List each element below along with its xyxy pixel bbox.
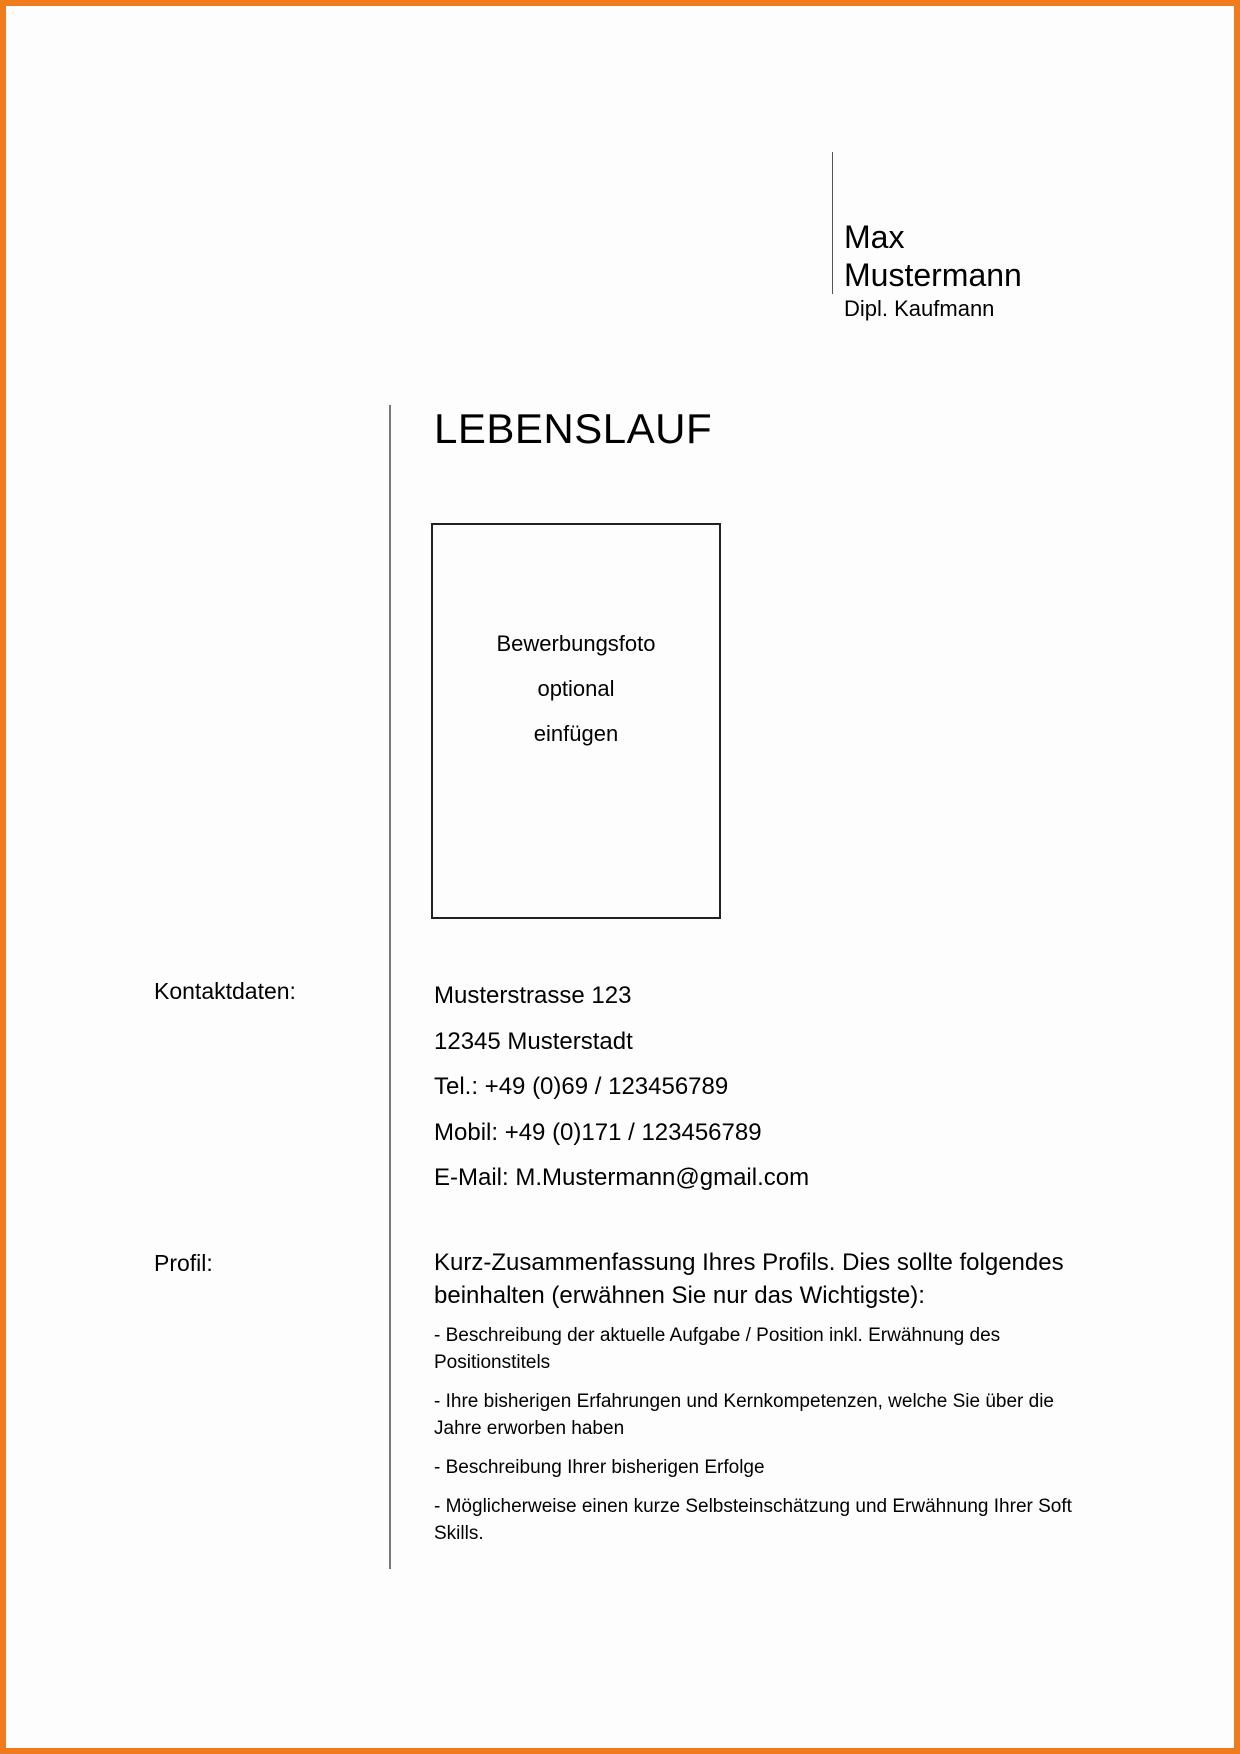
profile-bullet: - Beschreibung der aktuelle Aufgabe / Position inkl. Erwähnung des Positionstitels <box>434 1325 1001 1373</box>
profile-label: Profil: <box>154 1250 213 1276</box>
contact-city: 12345 Musterstadt <box>434 1027 633 1055</box>
profile-bullet: - Ihre bisherigen Erfahrungen und Kernkompetenzen, welche Sie über die Jahre erworben haben <box>434 1391 1054 1439</box>
name-divider <box>832 152 833 294</box>
main-divider <box>389 405 391 1569</box>
photo-placeholder-line: Bewerbungsfoto <box>496 631 656 656</box>
photo-placeholder-line: optional <box>537 676 615 701</box>
contact-mobile: Mobil: +49 (0)171 / 123456789 <box>434 1118 762 1146</box>
contact-email: E-Mail: M.Mustermann@gmail.com <box>434 1164 810 1191</box>
contact-details <box>434 973 809 1201</box>
contact-phone: Tel.: +49 (0)69 / 123456789 <box>434 1073 729 1100</box>
profile-bullet: - Möglicherweise einen kurze Selbsteinschätzung und Erwähnung Ihrer Soft Skills. <box>434 1496 1072 1544</box>
photo-placeholder-line: einfügen <box>533 721 619 746</box>
document-heading: LEBENSLAUF <box>434 405 713 452</box>
job-title: Dipl. Kaufmann <box>844 296 995 321</box>
contact-street: Musterstrasse 123 <box>434 982 632 1009</box>
profile-section <box>434 1246 1094 1559</box>
first-name: Max <box>844 219 905 255</box>
contact-label: Kontaktdaten: <box>154 978 296 1004</box>
profile-bullet: - Beschreibung Ihrer bisherigen Erfolge <box>434 1457 765 1478</box>
profile-intro: Kurz-Zusammenfassung Ihres Profils. Dies sollte folgendes beinhalten (erwähnen Sie nur das Wichtigste): <box>434 1249 1064 1309</box>
photo-placeholder <box>431 523 721 919</box>
last-name: Mustermann <box>844 257 1022 293</box>
name-block <box>844 218 1022 322</box>
